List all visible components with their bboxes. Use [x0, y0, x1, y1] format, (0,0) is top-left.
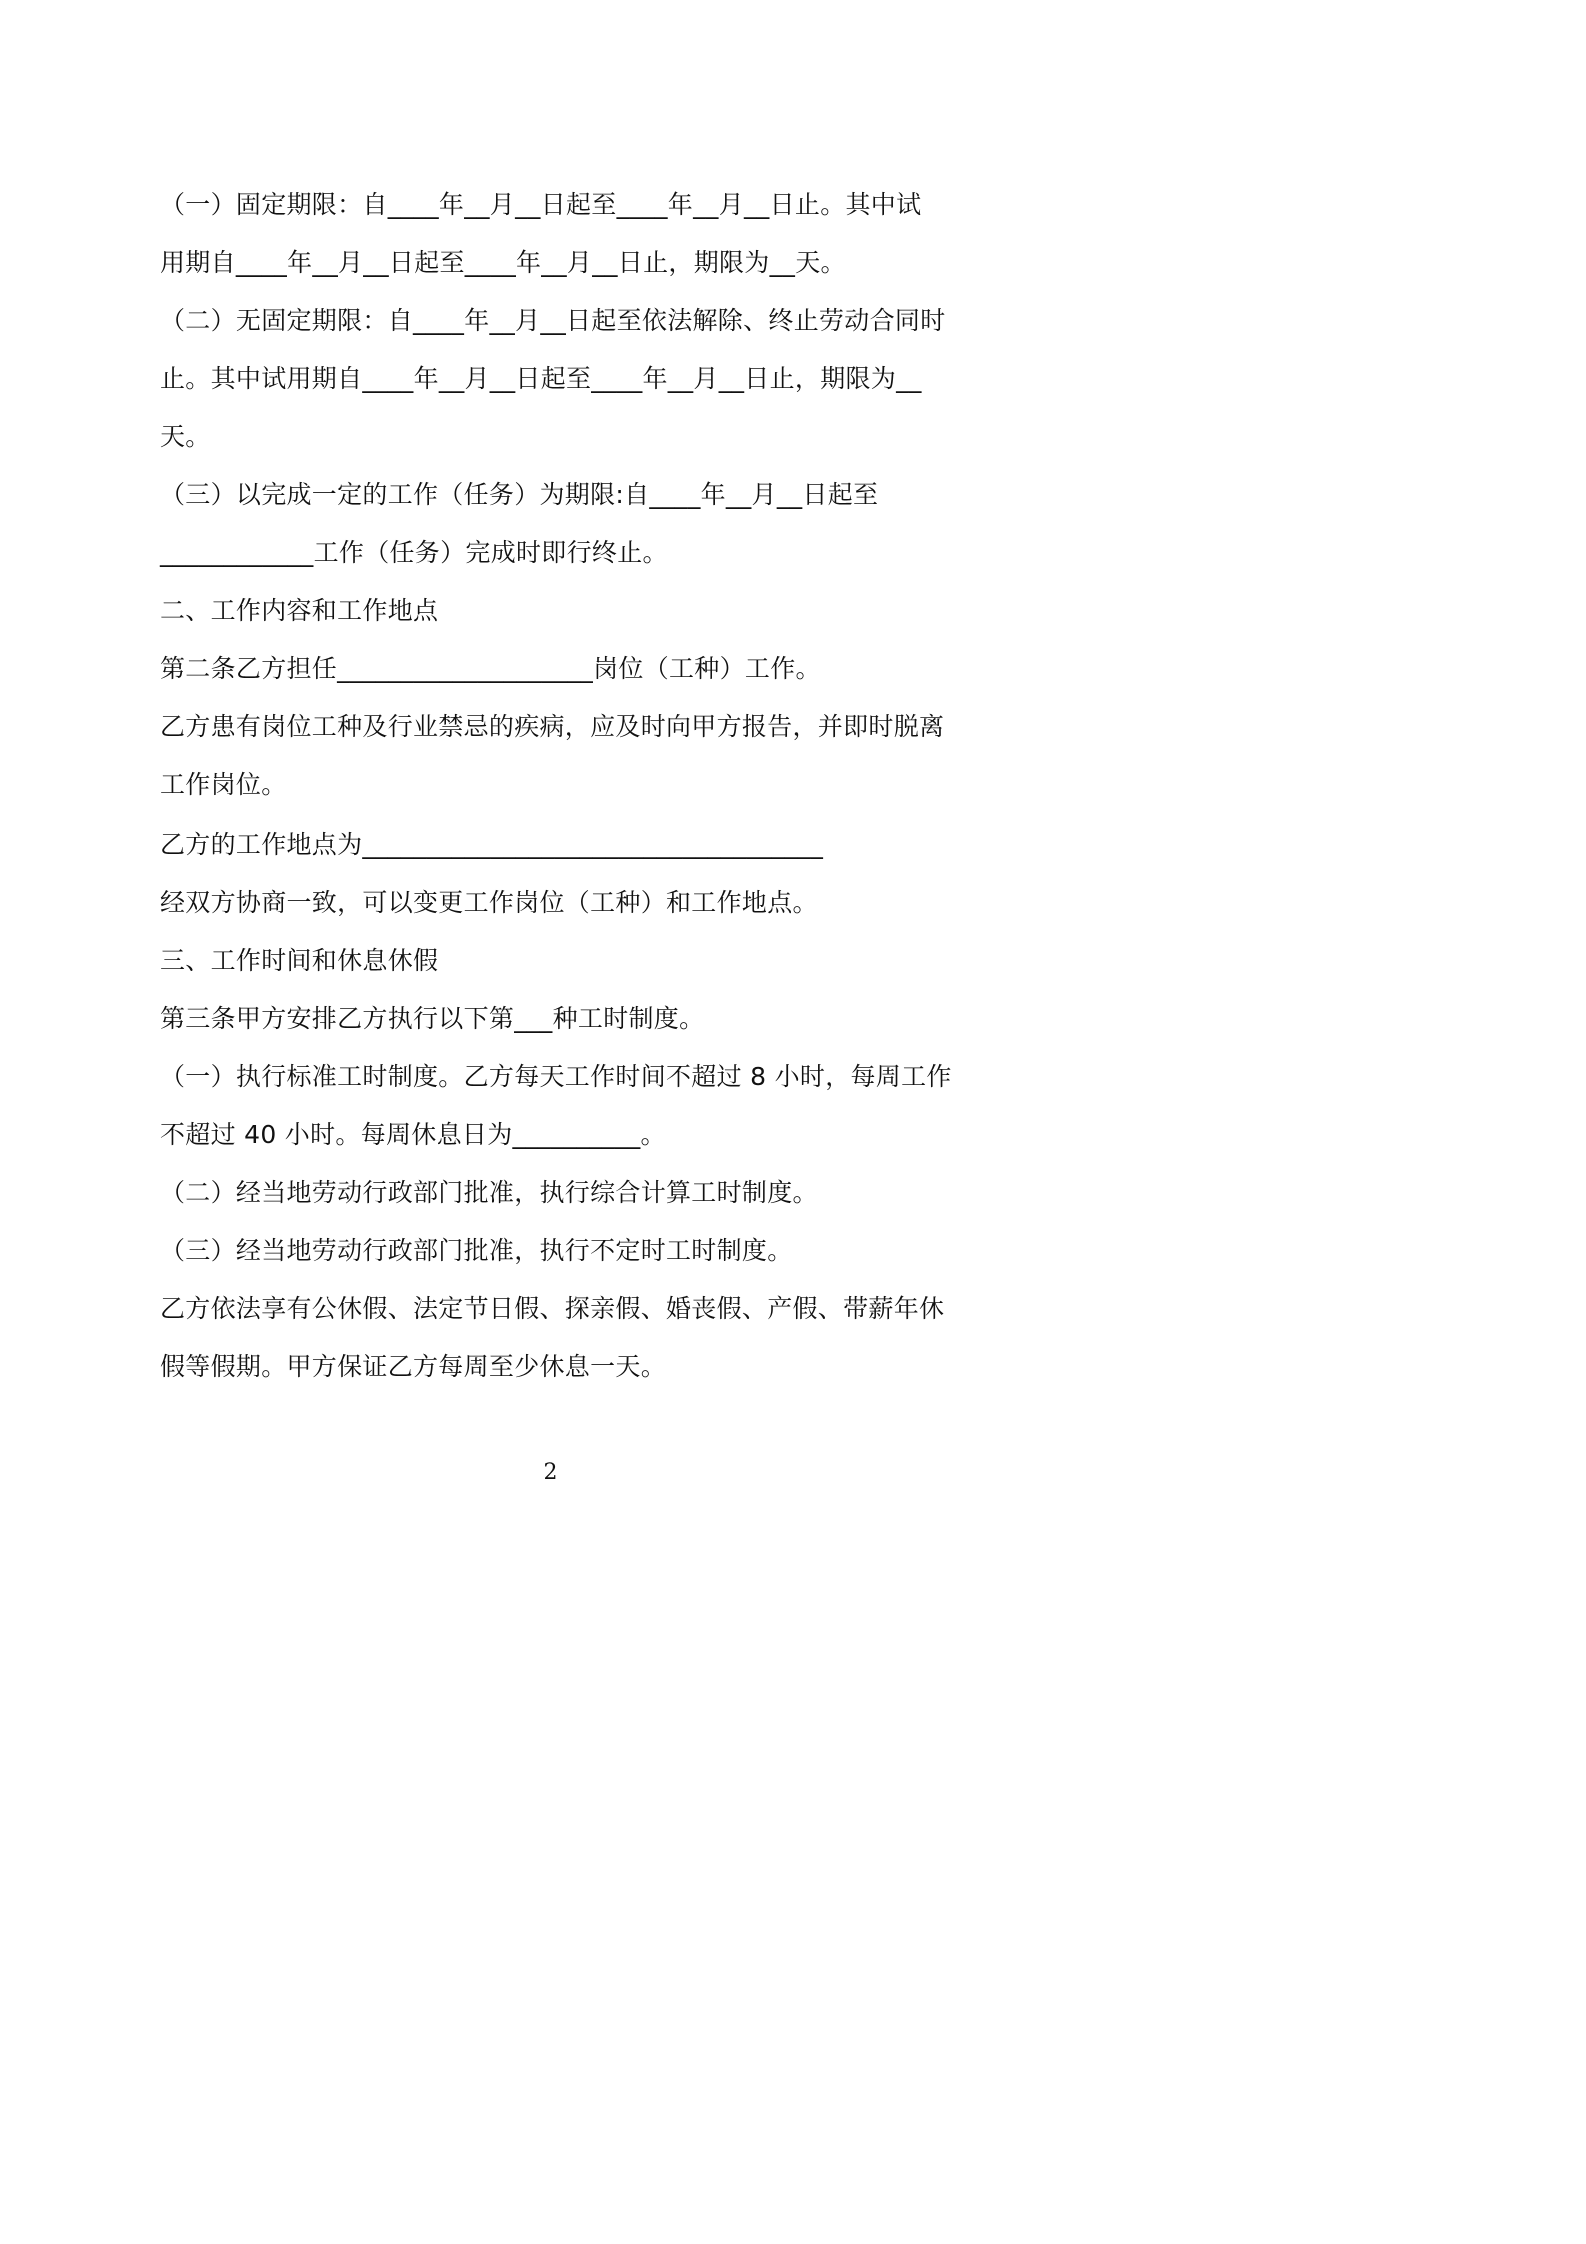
section-heading: 三、工作时间和休息休假 [160, 946, 439, 975]
text-line: （二）经当地劳动行政部门批准，执行综合计算工时制度。 [160, 1178, 818, 1207]
text-line: （一）执行标准工时制度。乙方每天工作时间不超过 8 小时，每周工作 [160, 1062, 952, 1091]
text-line: 用期自____年__月__日起至____年__月__日止，期限为__天。 [160, 248, 846, 277]
text-line: 乙方的工作地点为____________________________________ [160, 830, 824, 859]
text-line: （三）以完成一定的工作（任务）为期限:自____年__月__日起至 [160, 480, 879, 509]
text-line: （一）固定期限：自____年__月__日起至____年__月__日止。其中试 [160, 190, 922, 219]
page-number: 2 [543, 1460, 558, 1485]
text-line: 第二条乙方担任____________________岗位（工种）工作。 [160, 654, 821, 683]
text-line: 止。其中试用期自____年__月__日起至____年__月__日止，期限为__ [160, 364, 922, 393]
text-line: 经双方协商一致，可以变更工作岗位（工种）和工作地点。 [160, 888, 818, 917]
text-line: 天。 [160, 422, 211, 451]
text-line: 第三条甲方安排乙方执行以下第___种工时制度。 [160, 1004, 705, 1033]
text-line: 假等假期。甲方保证乙方每周至少休息一天。 [160, 1352, 667, 1381]
text-line: 乙方依法享有公休假、法定节日假、探亲假、婚丧假、产假、带薪年休 [160, 1294, 945, 1323]
text-line: 工作岗位。 [160, 770, 287, 799]
text-line: （三）经当地劳动行政部门批准，执行不定时工时制度。 [160, 1236, 793, 1265]
text-line: 乙方患有岗位工种及行业禁忌的疾病，应及时向甲方报告，并即时脱离 [160, 712, 945, 741]
text-line: ____________工作（任务）完成时即行终止。 [160, 538, 668, 567]
text-line: 不超过 40 小时。每周休息日为__________。 [160, 1120, 666, 1149]
section-heading: 二、工作内容和工作地点 [160, 596, 439, 625]
text-line: （二）无固定期限：自____年__月__日起至依法解除、终止劳动合同时 [160, 306, 946, 335]
